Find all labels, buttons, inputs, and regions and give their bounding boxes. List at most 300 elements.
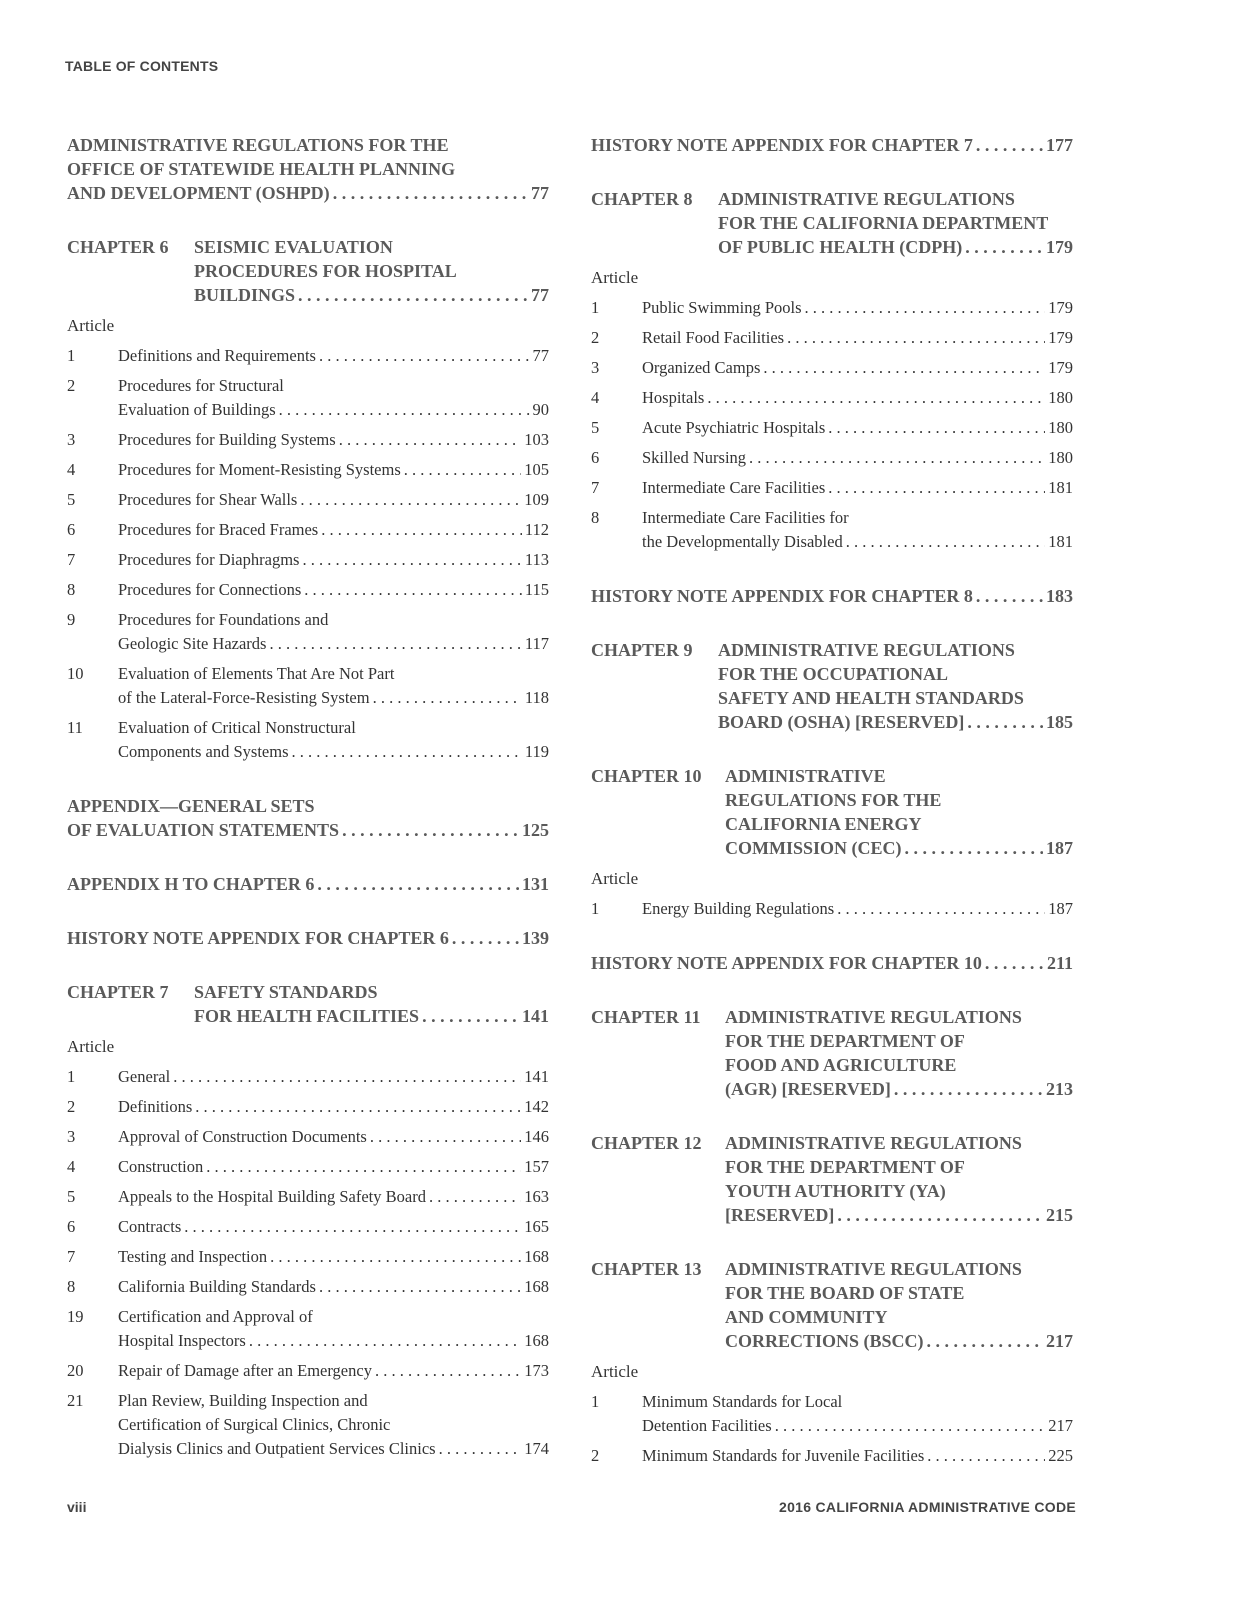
toc-entry[interactable] <box>67 1275 549 1299</box>
entry-title-line: SEISMIC EVALUATION <box>194 237 393 257</box>
article-title <box>642 296 1073 320</box>
entry-title-text: Repair of Damage after an Emergency <box>118 1361 372 1380</box>
article-title <box>118 1305 549 1353</box>
toc-entry[interactable] <box>67 374 549 422</box>
entry-title-line <box>642 326 1073 350</box>
entry-title-text: [RESERVED] <box>725 1205 835 1225</box>
heading-title <box>194 980 549 1028</box>
dot-leader <box>927 1329 1043 1353</box>
toc-heading[interactable] <box>67 872 549 896</box>
heading-title <box>194 235 549 307</box>
entry-title-text: the Developmentally Disabled <box>642 532 843 551</box>
entry-title-text: OF EVALUATION STATEMENTS <box>67 820 340 840</box>
page-number-ref: 187 <box>1046 838 1073 858</box>
book-title: 2016 CALIFORNIA ADMINISTRATIVE CODE <box>778 1499 1076 1515</box>
article-title <box>118 1125 549 1149</box>
entry-title-text: Hospital Inspectors <box>118 1331 246 1350</box>
article-title <box>118 1065 549 1089</box>
entry-title-line: AND COMMUNITY <box>725 1307 888 1327</box>
dot-leader <box>775 1414 1046 1438</box>
page-number-ref: 117 <box>524 634 549 653</box>
page-number-ref: 157 <box>524 1157 549 1176</box>
article-number: 5 <box>591 418 600 437</box>
article-title <box>118 428 549 452</box>
toc-entry[interactable] <box>67 1359 549 1383</box>
article-number: 4 <box>67 1157 76 1176</box>
article-number: 20 <box>67 1361 84 1380</box>
toc-heading[interactable] <box>67 133 549 205</box>
heading-title <box>67 794 549 842</box>
heading-title <box>591 584 1073 608</box>
page-number-ref: 105 <box>524 460 549 479</box>
dot-leader <box>375 1359 521 1383</box>
article-title <box>118 1215 549 1239</box>
entry-title-line: SAFETY STANDARDS <box>194 982 378 1002</box>
dot-leader <box>206 1155 521 1179</box>
article-title <box>642 506 1073 554</box>
entry-title-line: FOR THE CALIFORNIA DEPARTMENT <box>718 213 1049 233</box>
article-title <box>642 1390 1073 1438</box>
entry-title-text: of the Lateral-Force-Resisting System <box>118 688 370 707</box>
entry-title-line: CALIFORNIA ENERGY <box>725 814 922 834</box>
entry-title-line <box>642 530 1073 554</box>
entry-title-text: Organized Camps <box>642 358 761 377</box>
chapter-number: CHAPTER 13 <box>591 1259 702 1279</box>
article-number: 4 <box>67 460 76 479</box>
heading-title <box>591 951 1073 975</box>
toc-heading[interactable] <box>591 187 1073 259</box>
page-number-ref: 125 <box>522 820 549 840</box>
running-head: TABLE OF CONTENTS <box>65 58 219 74</box>
article-title <box>118 518 549 542</box>
entry-title-line <box>642 897 1073 921</box>
dot-leader <box>452 926 519 950</box>
dot-leader <box>370 1125 521 1149</box>
toc-heading[interactable] <box>67 235 549 307</box>
page-number-ref: 179 <box>1048 328 1073 347</box>
entry-title-text: Procedures for Braced Frames <box>118 520 319 539</box>
entry-title-line <box>118 1437 549 1461</box>
toc-entry[interactable] <box>591 1390 1073 1438</box>
entry-title-line <box>67 818 549 842</box>
toc-entry[interactable] <box>67 518 549 542</box>
entry-title-line: FOR THE OCCUPATIONAL <box>718 664 949 684</box>
entry-title-text: BOARD (OSHA) [RESERVED] <box>718 712 965 732</box>
article-title <box>642 476 1073 500</box>
entry-title-line: Plan Review, Building Inspection and <box>118 1391 368 1410</box>
page-number-ref: 217 <box>1046 1331 1073 1351</box>
toc-entry[interactable] <box>67 578 549 602</box>
entry-title-line <box>591 584 1073 608</box>
entry-title-text: California Building Standards <box>118 1277 316 1296</box>
page-number-ref: 131 <box>522 874 549 894</box>
toc-heading[interactable] <box>67 794 549 842</box>
entry-title-text: Procedures for Shear Walls <box>118 490 298 509</box>
entry-title-line: FOR THE BOARD OF STATE <box>725 1283 965 1303</box>
entry-title-text: Dialysis Clinics and Outpatient Services Clinics <box>118 1439 436 1458</box>
dot-leader <box>828 476 1045 500</box>
article-number: 1 <box>67 1067 76 1086</box>
page-number-ref: 181 <box>1048 532 1073 551</box>
entry-title-line <box>118 1215 549 1239</box>
article-number: 3 <box>67 1127 76 1146</box>
article-number: 8 <box>67 580 76 599</box>
entry-title-line <box>118 1185 549 1209</box>
dot-leader <box>905 836 1043 860</box>
article-label: Article <box>67 1037 115 1056</box>
page-number-ref: 183 <box>1046 586 1073 606</box>
entry-title-line <box>118 1095 549 1119</box>
article-title <box>118 1275 549 1299</box>
entry-title-line: APPENDIX—GENERAL SETS <box>67 796 315 816</box>
page-number-ref: 119 <box>524 742 549 761</box>
article-title <box>118 548 549 572</box>
entry-title-text: Skilled Nursing <box>642 448 747 467</box>
dot-leader <box>429 1185 521 1209</box>
dot-leader <box>787 326 1045 350</box>
entry-title-line <box>718 235 1073 259</box>
entry-title-line <box>725 1203 1073 1227</box>
article-title <box>642 356 1073 380</box>
toc-heading[interactable] <box>591 1131 1073 1227</box>
dot-leader <box>249 1329 521 1353</box>
entry-title-text: AND DEVELOPMENT (OSHPD) <box>67 183 330 203</box>
chapter-number: CHAPTER 11 <box>591 1007 701 1027</box>
entry-title-text: General <box>118 1067 171 1086</box>
page-number-ref: 179 <box>1048 298 1073 317</box>
toc-entry[interactable] <box>67 548 549 572</box>
entry-title-line <box>118 1155 549 1179</box>
entry-title-line: Procedures for Foundations and <box>118 610 329 629</box>
entry-title-text: Testing and Inspection <box>118 1247 268 1266</box>
entry-title-text: HISTORY NOTE APPENDIX FOR CHAPTER 7 <box>591 135 973 155</box>
toc-heading[interactable] <box>591 764 1073 860</box>
article-title <box>118 1359 549 1383</box>
toc-heading[interactable] <box>591 951 1073 975</box>
entry-title-line <box>725 836 1073 860</box>
dot-leader <box>319 1275 521 1299</box>
toc-entry[interactable] <box>67 1185 549 1209</box>
toc-entry[interactable] <box>67 1245 549 1269</box>
dot-leader <box>763 356 1045 380</box>
dot-leader <box>749 446 1045 470</box>
page-number-ref: 187 <box>1048 899 1073 918</box>
article-title <box>118 488 549 512</box>
heading-title <box>718 638 1073 734</box>
page-number-ref: 165 <box>524 1217 549 1236</box>
toc-entry[interactable] <box>591 1444 1073 1468</box>
toc-entry[interactable] <box>591 476 1073 500</box>
entry-title-line <box>642 1444 1073 1468</box>
entry-title-line <box>67 181 549 205</box>
toc-entry[interactable] <box>67 1155 549 1179</box>
toc-entry[interactable] <box>67 662 549 710</box>
entry-title-line: ADMINISTRATIVE REGULATIONS <box>718 640 1015 660</box>
chapter-number: CHAPTER 12 <box>591 1133 702 1153</box>
article-number: 21 <box>67 1391 84 1410</box>
entry-title-line <box>118 1125 549 1149</box>
dot-leader <box>976 584 1043 608</box>
entry-title-text: HISTORY NOTE APPENDIX FOR CHAPTER 6 <box>67 928 449 948</box>
spacer <box>67 1467 549 1491</box>
entry-title-text: Contracts <box>118 1217 182 1236</box>
entry-title-line: ADMINISTRATIVE REGULATIONS FOR THE <box>67 135 449 155</box>
article-number: 1 <box>591 1392 600 1411</box>
article-number: 7 <box>591 478 600 497</box>
entry-title-text: Public Swimming Pools <box>642 298 802 317</box>
toc-heading[interactable] <box>67 980 549 1028</box>
toc-heading[interactable] <box>591 133 1073 157</box>
page-number-ref: 103 <box>524 430 549 449</box>
entry-title-line <box>118 428 549 452</box>
dot-leader <box>339 428 522 452</box>
entry-title-line: FOR THE DEPARTMENT OF <box>725 1031 965 1051</box>
page-number-ref: 174 <box>524 1439 549 1458</box>
article-title <box>118 1185 549 1209</box>
entry-title-line: ADMINISTRATIVE REGULATIONS <box>725 1259 1022 1279</box>
page-number-ref: 77 <box>531 285 549 305</box>
page-number: viii <box>67 1499 87 1515</box>
entry-title-line <box>118 458 549 482</box>
entry-title-line <box>118 1329 549 1353</box>
entry-title-line <box>67 872 549 896</box>
entry-title-line: Intermediate Care Facilities for <box>642 508 849 527</box>
page-number-ref: 168 <box>524 1277 549 1296</box>
dot-leader <box>965 235 1043 259</box>
entry-title-line <box>642 296 1073 320</box>
entry-title-line: Evaluation of Elements That Are Not Part <box>118 664 395 683</box>
dot-leader <box>173 1065 521 1089</box>
entry-title-text: Minimum Standards for Juvenile Facilities <box>642 1446 925 1465</box>
entry-title-line <box>118 344 549 368</box>
heading-title <box>725 764 1073 860</box>
toc-entry[interactable] <box>67 428 549 452</box>
entry-title-line <box>642 1414 1073 1438</box>
toc-entry[interactable] <box>67 1095 549 1119</box>
page-number-ref: 90 <box>532 400 549 419</box>
entry-title-text: HISTORY NOTE APPENDIX FOR CHAPTER 8 <box>591 586 973 606</box>
page-number-ref: 185 <box>1046 712 1073 732</box>
article-number: 7 <box>67 1247 76 1266</box>
entry-title-text: (AGR) [RESERVED] <box>725 1079 891 1099</box>
entry-title-line: YOUTH AUTHORITY (YA) <box>725 1181 946 1201</box>
entry-title-line: ADMINISTRATIVE <box>725 766 886 786</box>
page-number-ref: 142 <box>524 1097 549 1116</box>
dot-leader <box>707 386 1045 410</box>
entry-title-line: FOR THE DEPARTMENT OF <box>725 1157 965 1177</box>
article-title <box>642 897 1073 921</box>
toc-entry[interactable] <box>67 1305 549 1353</box>
page-number-ref: 179 <box>1046 237 1073 257</box>
entry-title-line <box>118 578 549 602</box>
article-title <box>118 344 549 368</box>
entry-title-text: Procedures for Building Systems <box>118 430 336 449</box>
article-title <box>118 1389 549 1461</box>
article-title <box>118 1245 549 1269</box>
spacer <box>67 770 549 794</box>
article-title <box>118 1095 549 1119</box>
entry-title-line <box>591 133 1073 157</box>
dot-leader <box>404 458 521 482</box>
toc-entry[interactable] <box>591 296 1073 320</box>
article-number: 4 <box>591 388 600 407</box>
heading-title <box>591 133 1073 157</box>
dot-leader <box>300 488 521 512</box>
entry-title-line: Evaluation of Critical Nonstructural <box>118 718 356 737</box>
dot-leader <box>439 1437 522 1461</box>
entry-title-text: HISTORY NOTE APPENDIX FOR CHAPTER 10 <box>591 953 982 973</box>
entry-title-text: CORRECTIONS (BSCC) <box>725 1331 924 1351</box>
toc-heading[interactable] <box>591 584 1073 608</box>
page-number-ref: 163 <box>524 1187 549 1206</box>
toc-entry[interactable] <box>591 386 1073 410</box>
entry-title-line <box>118 740 549 764</box>
dot-leader <box>279 398 530 422</box>
article-title <box>642 326 1073 350</box>
article-number: 8 <box>67 1277 76 1296</box>
dot-leader <box>317 872 519 896</box>
page-number-ref: 146 <box>524 1127 549 1146</box>
article-title <box>118 662 549 710</box>
entry-title-line <box>118 548 549 572</box>
page-number-ref: 211 <box>1046 953 1073 973</box>
toc-heading[interactable] <box>67 926 549 950</box>
article-title <box>642 386 1073 410</box>
entry-title-line <box>194 283 549 307</box>
entry-title-text: Retail Food Facilities <box>642 328 785 347</box>
entry-title-line: Certification of Surgical Clinics, Chronic <box>118 1415 391 1434</box>
entry-title-line <box>194 1004 549 1028</box>
toc-entry[interactable] <box>67 458 549 482</box>
article-number: 5 <box>67 490 76 509</box>
page-number-ref: 77 <box>531 183 549 203</box>
entry-title-line <box>67 926 549 950</box>
article-title <box>118 608 549 656</box>
entry-title-line <box>642 446 1073 470</box>
toc-entry[interactable] <box>591 506 1073 554</box>
toc-entry[interactable] <box>67 1065 549 1089</box>
toc-entry[interactable] <box>591 897 1073 921</box>
article-title <box>118 578 549 602</box>
entry-title-line <box>118 1065 549 1089</box>
toc-entry[interactable] <box>67 1215 549 1239</box>
dot-leader <box>321 518 522 542</box>
toc-column-left <box>67 133 549 1491</box>
page-number-ref: 213 <box>1046 1079 1073 1099</box>
article-number: 1 <box>591 899 600 918</box>
dot-leader <box>837 1203 1043 1227</box>
toc-entry[interactable] <box>67 716 549 764</box>
toc-entry[interactable] <box>67 608 549 656</box>
toc-entry[interactable] <box>591 416 1073 440</box>
toc-entry[interactable] <box>67 488 549 512</box>
dot-leader <box>373 686 522 710</box>
chapter-number: CHAPTER 7 <box>67 982 169 1002</box>
entry-title-text: Approval of Construction Documents <box>118 1127 367 1146</box>
entry-title-line: ADMINISTRATIVE REGULATIONS <box>725 1133 1022 1153</box>
toc-heading[interactable] <box>591 1005 1073 1101</box>
spacer <box>591 560 1073 584</box>
entry-title-line: FOOD AND AGRICULTURE <box>725 1055 957 1075</box>
article-label: Article <box>591 268 639 287</box>
entry-title-line <box>642 476 1073 500</box>
toc-entry[interactable] <box>591 446 1073 470</box>
page-number-ref: 112 <box>524 520 549 539</box>
spacer <box>591 1474 1073 1498</box>
article-number: 1 <box>591 298 600 317</box>
toc-entry[interactable] <box>591 326 1073 350</box>
entry-title-line <box>118 518 549 542</box>
dot-leader <box>837 897 1045 921</box>
dot-leader <box>342 818 519 842</box>
page-number-ref: 179 <box>1048 358 1073 377</box>
article-label: Article <box>591 1362 639 1381</box>
page-number-ref: 180 <box>1048 388 1073 407</box>
spacer <box>591 927 1073 951</box>
article-number: 9 <box>67 610 76 629</box>
entry-title-text: Procedures for Moment-Resisting Systems <box>118 460 401 479</box>
page-number-ref: 109 <box>524 490 549 509</box>
page-number-ref: 115 <box>524 580 549 599</box>
entry-title-text: BUILDINGS <box>194 285 296 305</box>
page-number-ref: 180 <box>1048 418 1073 437</box>
article-number: 2 <box>591 1446 600 1465</box>
entry-title-text: Acute Psychiatric Hospitals <box>642 418 826 437</box>
entry-title-line <box>642 386 1073 410</box>
dot-leader <box>846 530 1046 554</box>
entry-title-line <box>642 416 1073 440</box>
entry-title-line: ADMINISTRATIVE REGULATIONS <box>725 1007 1022 1027</box>
toc-entry[interactable] <box>591 356 1073 380</box>
heading-title <box>725 1257 1073 1353</box>
dot-leader <box>195 1095 521 1119</box>
toc-entry[interactable] <box>67 344 549 368</box>
page-number-ref: 180 <box>1048 448 1073 467</box>
article-label: Article <box>591 869 639 888</box>
entry-title-text: OF PUBLIC HEALTH (CDPH) <box>718 237 963 257</box>
page-number-ref: 118 <box>524 688 549 707</box>
toc-heading[interactable] <box>591 1257 1073 1353</box>
toc-entry[interactable] <box>67 1389 549 1461</box>
chapter-number: CHAPTER 8 <box>591 189 693 209</box>
article-title <box>642 1444 1073 1468</box>
entry-title-line: ADMINISTRATIVE REGULATIONS <box>718 189 1015 209</box>
toc-entry[interactable] <box>67 1125 549 1149</box>
dot-leader <box>298 283 528 307</box>
entry-title-text: FOR HEALTH FACILITIES <box>194 1006 420 1026</box>
page-number-ref: 181 <box>1048 478 1073 497</box>
entry-title-text: Intermediate Care Facilities <box>642 478 826 497</box>
heading-title <box>67 872 549 896</box>
article-number: 2 <box>67 376 76 395</box>
page-number-ref: 173 <box>524 1361 549 1380</box>
heading-title <box>718 187 1073 259</box>
entry-title-text: Construction <box>118 1157 204 1176</box>
article-title <box>118 716 549 764</box>
entry-title-line <box>718 710 1073 734</box>
article-title <box>118 374 549 422</box>
article-number: 5 <box>67 1187 76 1206</box>
toc-heading[interactable] <box>591 638 1073 734</box>
dot-leader <box>270 1245 521 1269</box>
entry-title-text: Procedures for Connections <box>118 580 302 599</box>
article-number: 3 <box>67 430 76 449</box>
article-number: 2 <box>591 328 600 347</box>
dot-leader <box>319 344 530 368</box>
entry-title-text: Appeals to the Hospital Building Safety Board <box>118 1187 426 1206</box>
entry-title-line <box>642 356 1073 380</box>
article-number: 7 <box>67 550 76 569</box>
